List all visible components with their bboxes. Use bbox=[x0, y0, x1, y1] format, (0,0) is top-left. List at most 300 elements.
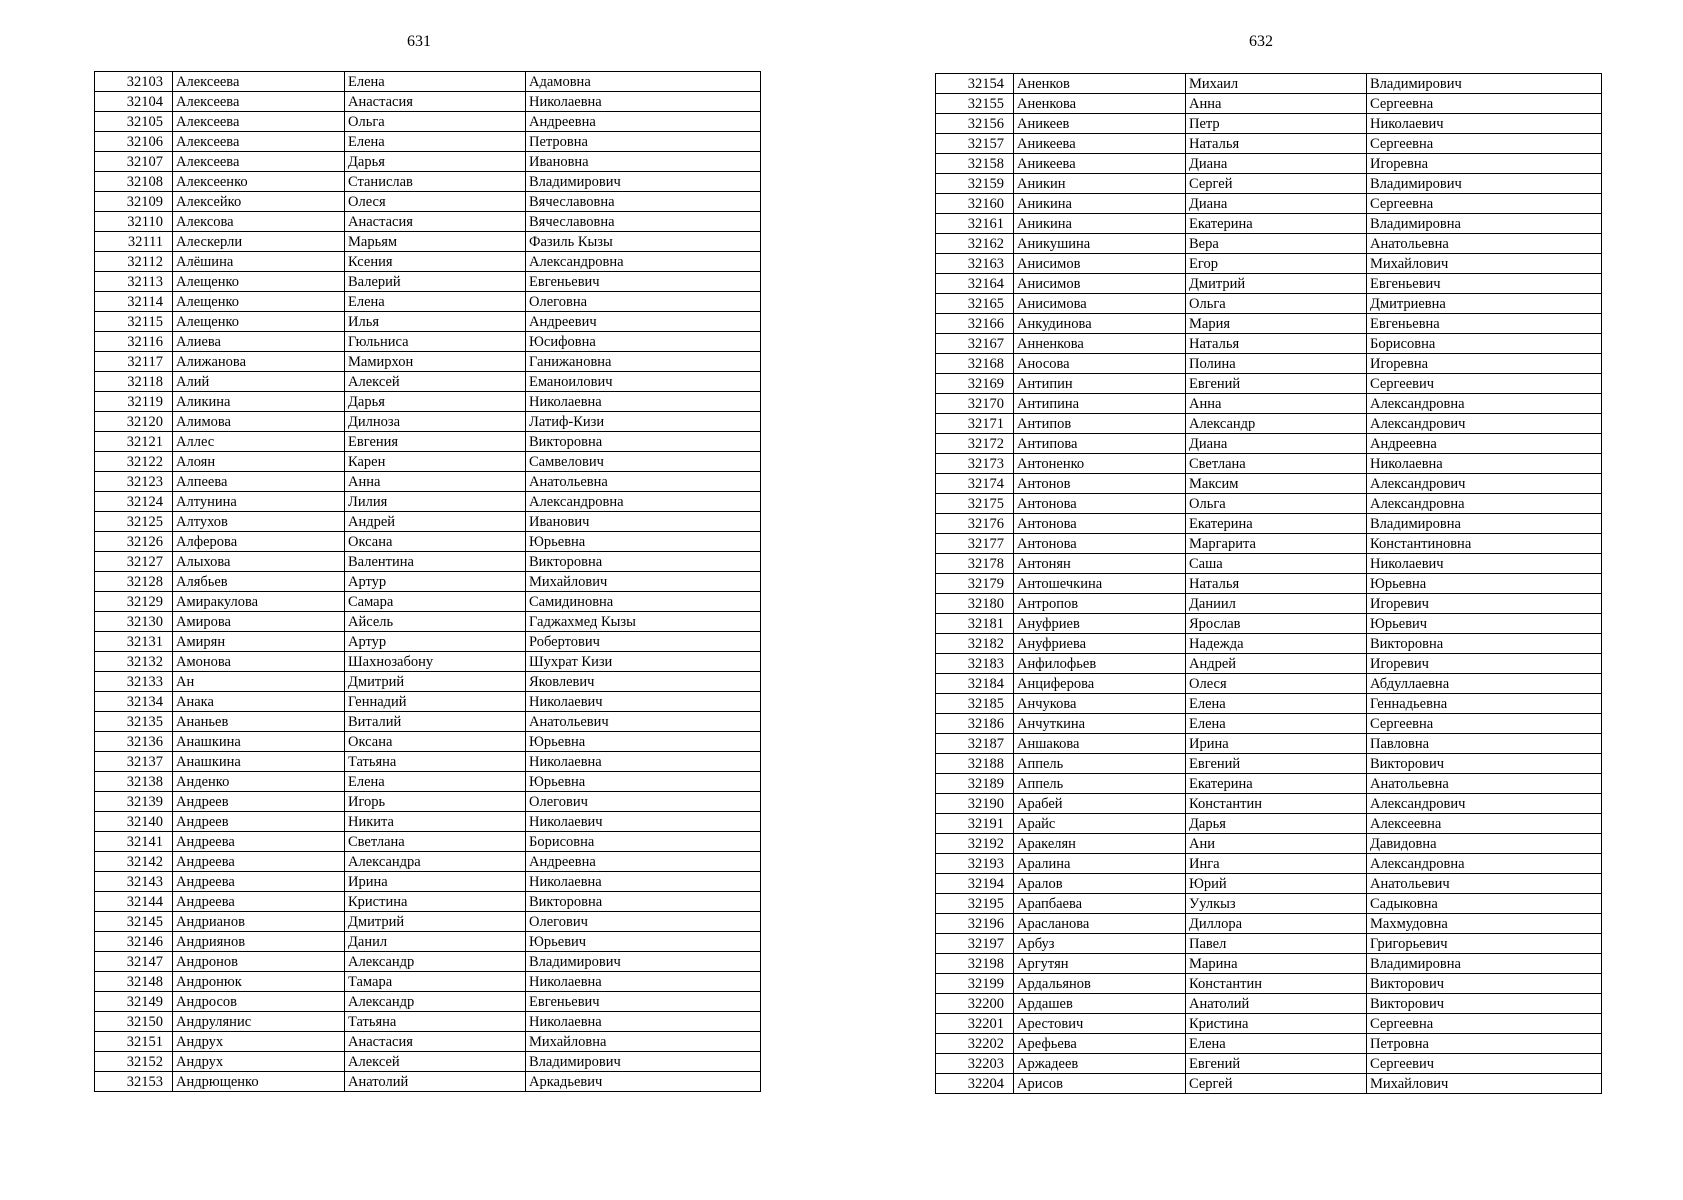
patronymic-cell: Викторович bbox=[1367, 754, 1602, 774]
first-name-cell: Дмитрий bbox=[345, 912, 526, 932]
table-row bbox=[936, 194, 1602, 214]
patronymic-cell: Евгеньевна bbox=[1367, 314, 1602, 334]
last-name-cell: Арапбаева bbox=[1014, 894, 1186, 914]
last-name-cell: Анциферова bbox=[1014, 674, 1186, 694]
last-name-cell: Анчуткина bbox=[1014, 714, 1186, 734]
last-name-cell: Арефьева bbox=[1014, 1034, 1186, 1054]
record-number-cell: 32170 bbox=[936, 394, 1014, 414]
roster-body-right bbox=[936, 74, 1602, 1094]
table-row bbox=[936, 1034, 1602, 1054]
patronymic-cell: Николаевич bbox=[1367, 554, 1602, 574]
table-row bbox=[95, 232, 761, 252]
first-name-cell: Валентина bbox=[345, 552, 526, 572]
patronymic-cell: Анатольевич bbox=[526, 712, 761, 732]
first-name-cell: Дмитрий bbox=[345, 672, 526, 692]
first-name-cell: Максим bbox=[1186, 474, 1367, 494]
patronymic-cell: Анатольевич bbox=[1367, 874, 1602, 894]
patronymic-cell: Анатольевна bbox=[526, 472, 761, 492]
first-name-cell: Айсель bbox=[345, 612, 526, 632]
table-row bbox=[95, 592, 761, 612]
record-number-cell: 32124 bbox=[95, 492, 173, 512]
first-name-cell: Илья bbox=[345, 312, 526, 332]
patronymic-cell: Владимирович bbox=[526, 1052, 761, 1072]
record-number-cell: 32177 bbox=[936, 534, 1014, 554]
last-name-cell: Алексейко bbox=[173, 192, 345, 212]
record-number-cell: 32165 bbox=[936, 294, 1014, 314]
patronymic-cell: Евгеньевич bbox=[526, 272, 761, 292]
first-name-cell: Ольга bbox=[1186, 294, 1367, 314]
last-name-cell: Амиракулова bbox=[173, 592, 345, 612]
table-row bbox=[936, 234, 1602, 254]
first-name-cell: Уулкыз bbox=[1186, 894, 1367, 914]
last-name-cell: Алещенко bbox=[173, 312, 345, 332]
first-name-cell: Александр bbox=[1186, 414, 1367, 434]
page-number-right: 632 bbox=[1249, 33, 1273, 50]
record-number-cell: 32160 bbox=[936, 194, 1014, 214]
table-row bbox=[936, 614, 1602, 634]
record-number-cell: 32133 bbox=[95, 672, 173, 692]
first-name-cell: Дмитрий bbox=[1186, 274, 1367, 294]
patronymic-cell: Олегович bbox=[526, 912, 761, 932]
patronymic-cell: Яковлевич bbox=[526, 672, 761, 692]
first-name-cell: Шахнозабону bbox=[345, 652, 526, 672]
last-name-cell: Ан bbox=[173, 672, 345, 692]
first-name-cell: Ани bbox=[1186, 834, 1367, 854]
table-row bbox=[95, 412, 761, 432]
table-row bbox=[936, 114, 1602, 134]
patronymic-cell: Борисовна bbox=[1367, 334, 1602, 354]
last-name-cell: Аненков bbox=[1014, 74, 1186, 94]
table-row bbox=[95, 172, 761, 192]
table-row bbox=[95, 992, 761, 1012]
table-row bbox=[95, 452, 761, 472]
record-number-cell: 32110 bbox=[95, 212, 173, 232]
record-number-cell: 32174 bbox=[936, 474, 1014, 494]
last-name-cell: Антипов bbox=[1014, 414, 1186, 434]
table-row bbox=[936, 374, 1602, 394]
first-name-cell: Елена bbox=[345, 772, 526, 792]
patronymic-cell: Павловна bbox=[1367, 734, 1602, 754]
first-name-cell: Станислав bbox=[345, 172, 526, 192]
patronymic-cell: Владимирович bbox=[526, 172, 761, 192]
first-name-cell: Михаил bbox=[1186, 74, 1367, 94]
record-number-cell: 32115 bbox=[95, 312, 173, 332]
patronymic-cell: Гаджахмед Кызы bbox=[526, 612, 761, 632]
last-name-cell: Андреева bbox=[173, 892, 345, 912]
last-name-cell: Аралина bbox=[1014, 854, 1186, 874]
record-number-cell: 32106 bbox=[95, 132, 173, 152]
patronymic-cell: Алексеевна bbox=[1367, 814, 1602, 834]
last-name-cell: Андреев bbox=[173, 792, 345, 812]
patronymic-cell: Анатольевна bbox=[1367, 774, 1602, 794]
record-number-cell: 32193 bbox=[936, 854, 1014, 874]
last-name-cell: Аносова bbox=[1014, 354, 1186, 374]
first-name-cell: Елена bbox=[345, 72, 526, 92]
record-number-cell: 32182 bbox=[936, 634, 1014, 654]
record-number-cell: 32104 bbox=[95, 92, 173, 112]
table-row bbox=[95, 672, 761, 692]
last-name-cell: Анисимов bbox=[1014, 274, 1186, 294]
last-name-cell: Аллес bbox=[173, 432, 345, 452]
patronymic-cell: Михайлович bbox=[1367, 254, 1602, 274]
table-row bbox=[936, 834, 1602, 854]
table-row bbox=[936, 214, 1602, 234]
last-name-cell: Анака bbox=[173, 692, 345, 712]
record-number-cell: 32189 bbox=[936, 774, 1014, 794]
table-row bbox=[936, 314, 1602, 334]
patronymic-cell: Григорьевич bbox=[1367, 934, 1602, 954]
last-name-cell: Алескерли bbox=[173, 232, 345, 252]
record-number-cell: 32130 bbox=[95, 612, 173, 632]
table-row bbox=[936, 174, 1602, 194]
patronymic-cell: Сергеевна bbox=[1367, 1014, 1602, 1034]
table-row bbox=[936, 1074, 1602, 1094]
patronymic-cell: Игоревна bbox=[1367, 154, 1602, 174]
record-number-cell: 32121 bbox=[95, 432, 173, 452]
table-row bbox=[936, 634, 1602, 654]
table-row bbox=[936, 974, 1602, 994]
last-name-cell: Андрух bbox=[173, 1032, 345, 1052]
last-name-cell: Андронюк bbox=[173, 972, 345, 992]
last-name-cell: Анденко bbox=[173, 772, 345, 792]
last-name-cell: Алтухов bbox=[173, 512, 345, 532]
first-name-cell: Анна bbox=[1186, 394, 1367, 414]
last-name-cell: Алоян bbox=[173, 452, 345, 472]
table-row bbox=[95, 812, 761, 832]
first-name-cell: Дарья bbox=[345, 392, 526, 412]
last-name-cell: Аншакова bbox=[1014, 734, 1186, 754]
first-name-cell: Ольга bbox=[1186, 494, 1367, 514]
last-name-cell: Андреева bbox=[173, 852, 345, 872]
first-name-cell: Сергей bbox=[1186, 1074, 1367, 1094]
table-row bbox=[936, 874, 1602, 894]
last-name-cell: Анненкова bbox=[1014, 334, 1186, 354]
first-name-cell: Елена bbox=[1186, 1034, 1367, 1054]
table-row bbox=[936, 914, 1602, 934]
last-name-cell: Антошечкина bbox=[1014, 574, 1186, 594]
record-number-cell: 32151 bbox=[95, 1032, 173, 1052]
last-name-cell: Ануфриев bbox=[1014, 614, 1186, 634]
patronymic-cell: Николаевна bbox=[526, 752, 761, 772]
table-row bbox=[936, 714, 1602, 734]
last-name-cell: Алиева bbox=[173, 332, 345, 352]
first-name-cell: Марьям bbox=[345, 232, 526, 252]
first-name-cell: Диана bbox=[1186, 154, 1367, 174]
patronymic-cell: Садыковна bbox=[1367, 894, 1602, 914]
patronymic-cell: Абдуллаевна bbox=[1367, 674, 1602, 694]
record-number-cell: 32135 bbox=[95, 712, 173, 732]
patronymic-cell: Давидовна bbox=[1367, 834, 1602, 854]
first-name-cell: Даниил bbox=[1186, 594, 1367, 614]
first-name-cell: Екатерина bbox=[1186, 774, 1367, 794]
last-name-cell: Алимова bbox=[173, 412, 345, 432]
first-name-cell: Павел bbox=[1186, 934, 1367, 954]
patronymic-cell: Николаевич bbox=[1367, 114, 1602, 134]
record-number-cell: 32180 bbox=[936, 594, 1014, 614]
last-name-cell: Андрианов bbox=[173, 912, 345, 932]
patronymic-cell: Фазиль Кызы bbox=[526, 232, 761, 252]
table-row bbox=[95, 512, 761, 532]
first-name-cell: Анна bbox=[345, 472, 526, 492]
patronymic-cell: Андреевич bbox=[526, 312, 761, 332]
patronymic-cell: Викторовна bbox=[526, 892, 761, 912]
record-number-cell: 32150 bbox=[95, 1012, 173, 1032]
record-number-cell: 32186 bbox=[936, 714, 1014, 734]
last-name-cell: Алябьев bbox=[173, 572, 345, 592]
table-row bbox=[95, 1052, 761, 1072]
first-name-cell: Екатерина bbox=[1186, 514, 1367, 534]
last-name-cell: Анашкина bbox=[173, 732, 345, 752]
roster-body-left bbox=[95, 72, 761, 1092]
first-name-cell: Данил bbox=[345, 932, 526, 952]
patronymic-cell: Евгеньевич bbox=[1367, 274, 1602, 294]
last-name-cell: Андрух bbox=[173, 1052, 345, 1072]
first-name-cell: Ксения bbox=[345, 252, 526, 272]
record-number-cell: 32195 bbox=[936, 894, 1014, 914]
record-number-cell: 32131 bbox=[95, 632, 173, 652]
table-row bbox=[95, 1072, 761, 1092]
patronymic-cell: Андреевна bbox=[1367, 434, 1602, 454]
table-row bbox=[95, 752, 761, 772]
record-number-cell: 32162 bbox=[936, 234, 1014, 254]
last-name-cell: Аржадеев bbox=[1014, 1054, 1186, 1074]
first-name-cell: Наталья bbox=[1186, 574, 1367, 594]
patronymic-cell: Сергеевна bbox=[1367, 94, 1602, 114]
first-name-cell: Светлана bbox=[1186, 454, 1367, 474]
first-name-cell: Андрей bbox=[1186, 654, 1367, 674]
last-name-cell: Аппель bbox=[1014, 754, 1186, 774]
table-row bbox=[936, 574, 1602, 594]
table-row bbox=[95, 132, 761, 152]
table-row bbox=[936, 334, 1602, 354]
record-number-cell: 32197 bbox=[936, 934, 1014, 954]
roster-table-left bbox=[94, 71, 761, 1092]
last-name-cell: Антипина bbox=[1014, 394, 1186, 414]
table-row bbox=[936, 74, 1602, 94]
record-number-cell: 32203 bbox=[936, 1054, 1014, 1074]
last-name-cell: Амирян bbox=[173, 632, 345, 652]
record-number-cell: 32171 bbox=[936, 414, 1014, 434]
record-number-cell: 32168 bbox=[936, 354, 1014, 374]
table-row bbox=[95, 832, 761, 852]
last-name-cell: Амонова bbox=[173, 652, 345, 672]
record-number-cell: 32109 bbox=[95, 192, 173, 212]
first-name-cell: Геннадий bbox=[345, 692, 526, 712]
table-row bbox=[936, 354, 1602, 374]
record-number-cell: 32117 bbox=[95, 352, 173, 372]
record-number-cell: 32157 bbox=[936, 134, 1014, 154]
first-name-cell: Анастасия bbox=[345, 1032, 526, 1052]
patronymic-cell: Александрович bbox=[1367, 474, 1602, 494]
patronymic-cell: Петровна bbox=[526, 132, 761, 152]
record-number-cell: 32167 bbox=[936, 334, 1014, 354]
table-row bbox=[936, 454, 1602, 474]
last-name-cell: Аппель bbox=[1014, 774, 1186, 794]
record-number-cell: 32190 bbox=[936, 794, 1014, 814]
patronymic-cell: Викторович bbox=[1367, 994, 1602, 1014]
patronymic-cell: Николаевна bbox=[526, 972, 761, 992]
last-name-cell: Андросов bbox=[173, 992, 345, 1012]
first-name-cell: Евгений bbox=[1186, 374, 1367, 394]
first-name-cell: Диана bbox=[1186, 194, 1367, 214]
table-row bbox=[95, 532, 761, 552]
first-name-cell: Евгения bbox=[345, 432, 526, 452]
first-name-cell: Игорь bbox=[345, 792, 526, 812]
patronymic-cell: Николаевич bbox=[526, 812, 761, 832]
patronymic-cell: Николаевна bbox=[526, 92, 761, 112]
first-name-cell: Елена bbox=[1186, 714, 1367, 734]
first-name-cell: Алексей bbox=[345, 1052, 526, 1072]
record-number-cell: 32148 bbox=[95, 972, 173, 992]
record-number-cell: 32147 bbox=[95, 952, 173, 972]
patronymic-cell: Михайловна bbox=[526, 1032, 761, 1052]
patronymic-cell: Игоревна bbox=[1367, 354, 1602, 374]
first-name-cell: Никита bbox=[345, 812, 526, 832]
patronymic-cell: Сергеевна bbox=[1367, 194, 1602, 214]
table-row bbox=[95, 352, 761, 372]
first-name-cell: Марина bbox=[1186, 954, 1367, 974]
last-name-cell: Алексеева bbox=[173, 112, 345, 132]
first-name-cell: Олеся bbox=[1186, 674, 1367, 694]
last-name-cell: Алещенко bbox=[173, 272, 345, 292]
last-name-cell: Алёшина bbox=[173, 252, 345, 272]
first-name-cell: Сергей bbox=[1186, 174, 1367, 194]
patronymic-cell: Владимировна bbox=[1367, 514, 1602, 534]
patronymic-cell: Олегович bbox=[526, 792, 761, 812]
first-name-cell: Александр bbox=[345, 952, 526, 972]
first-name-cell: Диллора bbox=[1186, 914, 1367, 934]
last-name-cell: Анашкина bbox=[173, 752, 345, 772]
record-number-cell: 32143 bbox=[95, 872, 173, 892]
table-row bbox=[95, 252, 761, 272]
patronymic-cell: Махмудовна bbox=[1367, 914, 1602, 934]
patronymic-cell: Шухрат Кизи bbox=[526, 652, 761, 672]
table-row bbox=[95, 432, 761, 452]
record-number-cell: 32181 bbox=[936, 614, 1014, 634]
table-row bbox=[95, 912, 761, 932]
first-name-cell: Вера bbox=[1186, 234, 1367, 254]
table-row bbox=[95, 792, 761, 812]
last-name-cell: Ардашев bbox=[1014, 994, 1186, 1014]
table-row bbox=[95, 692, 761, 712]
table-row bbox=[95, 112, 761, 132]
record-number-cell: 32119 bbox=[95, 392, 173, 412]
first-name-cell: Диана bbox=[1186, 434, 1367, 454]
patronymic-cell: Вячеславовна bbox=[526, 212, 761, 232]
record-number-cell: 32176 bbox=[936, 514, 1014, 534]
record-number-cell: 32140 bbox=[95, 812, 173, 832]
last-name-cell: Алпеева bbox=[173, 472, 345, 492]
record-number-cell: 32126 bbox=[95, 532, 173, 552]
patronymic-cell: Александровна bbox=[1367, 854, 1602, 874]
table-row bbox=[936, 654, 1602, 674]
first-name-cell: Ирина bbox=[1186, 734, 1367, 754]
record-number-cell: 32139 bbox=[95, 792, 173, 812]
last-name-cell: Алексова bbox=[173, 212, 345, 232]
table-row bbox=[936, 514, 1602, 534]
patronymic-cell: Александрович bbox=[1367, 794, 1602, 814]
last-name-cell: Антипин bbox=[1014, 374, 1186, 394]
table-row bbox=[936, 94, 1602, 114]
last-name-cell: Алещенко bbox=[173, 292, 345, 312]
record-number-cell: 32132 bbox=[95, 652, 173, 672]
first-name-cell: Карен bbox=[345, 452, 526, 472]
record-number-cell: 32173 bbox=[936, 454, 1014, 474]
table-row bbox=[936, 754, 1602, 774]
record-number-cell: 32138 bbox=[95, 772, 173, 792]
table-row bbox=[936, 134, 1602, 154]
patronymic-cell: Николаевна bbox=[526, 392, 761, 412]
last-name-cell: Аникин bbox=[1014, 174, 1186, 194]
record-number-cell: 32112 bbox=[95, 252, 173, 272]
last-name-cell: Аникеев bbox=[1014, 114, 1186, 134]
patronymic-cell: Латиф-Кизи bbox=[526, 412, 761, 432]
page-number-left: 631 bbox=[407, 33, 431, 50]
record-number-cell: 32113 bbox=[95, 272, 173, 292]
last-name-cell: Арбуз bbox=[1014, 934, 1186, 954]
first-name-cell: Надежда bbox=[1186, 634, 1367, 654]
table-row bbox=[95, 92, 761, 112]
patronymic-cell: Андреевна bbox=[526, 852, 761, 872]
record-number-cell: 32111 bbox=[95, 232, 173, 252]
first-name-cell: Петр bbox=[1186, 114, 1367, 134]
record-number-cell: 32122 bbox=[95, 452, 173, 472]
first-name-cell: Ярослав bbox=[1186, 614, 1367, 634]
record-number-cell: 32196 bbox=[936, 914, 1014, 934]
patronymic-cell: Юрьевна bbox=[526, 732, 761, 752]
first-name-cell: Алексей bbox=[345, 372, 526, 392]
last-name-cell: Аникина bbox=[1014, 214, 1186, 234]
first-name-cell: Константин bbox=[1186, 794, 1367, 814]
patronymic-cell: Олеговна bbox=[526, 292, 761, 312]
first-name-cell: Екатерина bbox=[1186, 214, 1367, 234]
record-number-cell: 32107 bbox=[95, 152, 173, 172]
table-row bbox=[95, 852, 761, 872]
patronymic-cell: Николаевич bbox=[526, 692, 761, 712]
record-number-cell: 32200 bbox=[936, 994, 1014, 1014]
table-row bbox=[95, 192, 761, 212]
patronymic-cell: Иванович bbox=[526, 512, 761, 532]
patronymic-cell: Викторовна bbox=[526, 552, 761, 572]
first-name-cell: Олеся bbox=[345, 192, 526, 212]
record-number-cell: 32154 bbox=[936, 74, 1014, 94]
table-row bbox=[936, 694, 1602, 714]
first-name-cell: Александра bbox=[345, 852, 526, 872]
table-row bbox=[95, 972, 761, 992]
last-name-cell: Алексеенко bbox=[173, 172, 345, 192]
table-row bbox=[936, 814, 1602, 834]
last-name-cell: Андрулянис bbox=[173, 1012, 345, 1032]
first-name-cell: Лилия bbox=[345, 492, 526, 512]
last-name-cell: Антонян bbox=[1014, 554, 1186, 574]
last-name-cell: Алексеева bbox=[173, 72, 345, 92]
last-name-cell: Алексеева bbox=[173, 152, 345, 172]
last-name-cell: Антоненко bbox=[1014, 454, 1186, 474]
patronymic-cell: Викторовна bbox=[1367, 634, 1602, 654]
patronymic-cell: Самвелович bbox=[526, 452, 761, 472]
table-row bbox=[95, 272, 761, 292]
table-row bbox=[95, 152, 761, 172]
table-row bbox=[936, 294, 1602, 314]
record-number-cell: 32185 bbox=[936, 694, 1014, 714]
last-name-cell: Анфилофьев bbox=[1014, 654, 1186, 674]
record-number-cell: 32198 bbox=[936, 954, 1014, 974]
record-number-cell: 32191 bbox=[936, 814, 1014, 834]
table-row bbox=[936, 554, 1602, 574]
patronymic-cell: Сергеевич bbox=[1367, 1054, 1602, 1074]
patronymic-cell: Петровна bbox=[1367, 1034, 1602, 1054]
table-row bbox=[95, 632, 761, 652]
